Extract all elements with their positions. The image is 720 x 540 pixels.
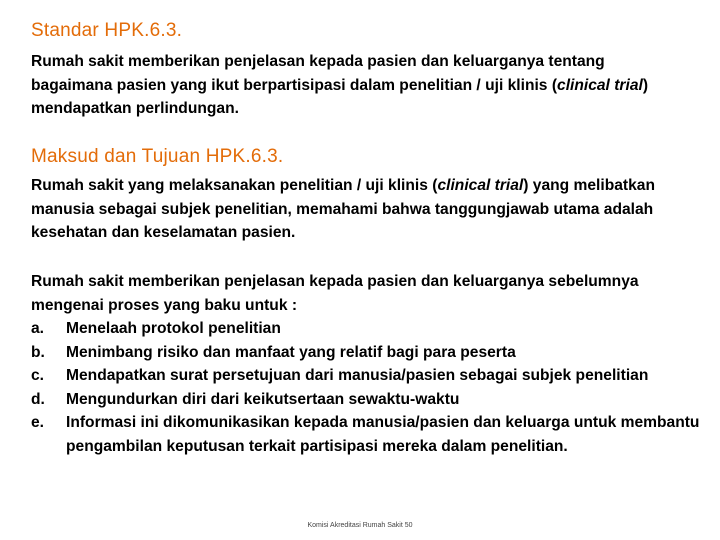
purpose-description-italic: clinical trial	[437, 177, 524, 194]
list-item	[31, 364, 701, 388]
list-item-text: Mengundurkan diri dari keikutsertaan sewaktu-waktu	[66, 390, 460, 408]
purpose-description	[31, 174, 671, 245]
standard-description-italic: clinical trial	[557, 76, 643, 94]
standard-description-text-2: ) mendapatkan perlindungan.	[31, 76, 649, 117]
list-item-text: Informasi ini dikomunikasikan kepada manusia/pasien dan keluarga untuk membantu pengambilan keputusan terkait partisipasi mereka dalam penelitian.	[66, 414, 700, 455]
list-item	[31, 317, 701, 341]
purpose-description-text-1: Rumah sakit yang melaksanakan penelitian / uji klinis (	[31, 177, 438, 194]
purpose-title: Maksud dan Tujuan HPK.6.3.	[31, 146, 284, 167]
list-item	[31, 388, 701, 412]
purpose-description-text-2: ) yang melibatkan manusia sebagai subjek penelitian, memahami bahwa tanggungjawab utama adalah kesehatan dan keselamatan pasien.	[31, 177, 655, 241]
list-marker: a.	[31, 320, 45, 337]
standard-description-text-1: Rumah sakit memberikan penjelasan kepada pasien dan keluarganya tentang bagaimana pasien yang ikut berpartisipasi dalam penelitian / uji klinis (	[31, 53, 605, 94]
process-list	[31, 317, 701, 458]
footer-text: Komisi Akreditasi Rumah Sakit 50	[307, 522, 413, 529]
list-item-text: Menimbang risiko dan manfaat yang relatif bagi para peserta	[66, 343, 516, 361]
list-marker: e.	[31, 414, 45, 431]
list-item-text: Mendapatkan surat persetujuan dari manusia/pasien sebagai subjek penelitian	[66, 367, 649, 384]
list-item	[31, 411, 701, 458]
list-marker: d.	[31, 390, 45, 408]
list-item	[31, 341, 701, 365]
standard-title: Standar HPK.6.3.	[31, 20, 183, 41]
list-marker: b.	[31, 343, 45, 361]
standard-description	[31, 50, 651, 121]
list-item-text: Menelaah protokol penelitian	[66, 320, 281, 337]
process-intro: Rumah sakit memberikan penjelasan kepada pasien dan keluarganya sebelumnya mengenai proses yang baku untuk :	[31, 273, 639, 314]
list-marker: c.	[31, 367, 45, 384]
